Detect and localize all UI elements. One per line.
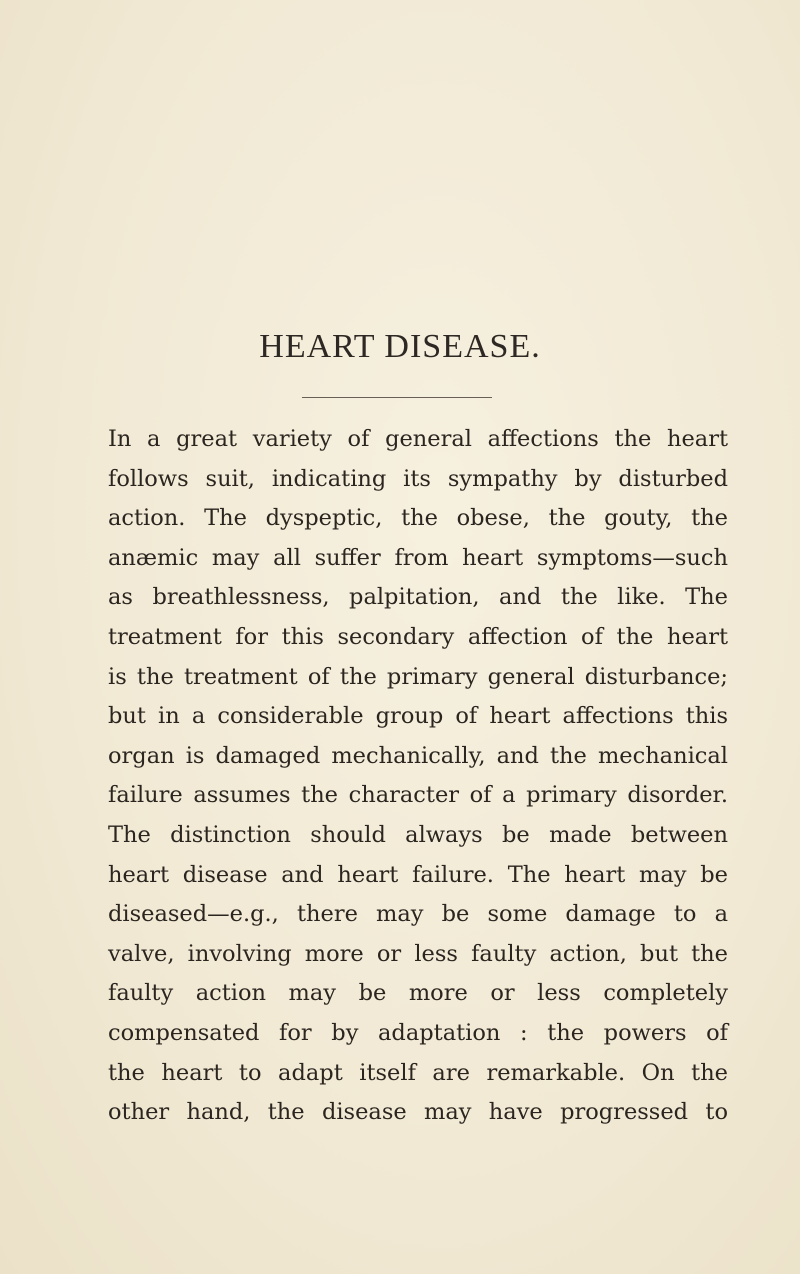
text-line: treatment for this secondary affection of the heart — [108, 623, 728, 650]
chapter-heading: HEART DISEASE. — [259, 328, 541, 365]
text-line: other hand, the disease may have progressed to — [108, 1099, 728, 1126]
text-line: anæmic may all suffer from heart symptoms—such — [108, 544, 728, 571]
body-text — [108, 420, 728, 1133]
heading-rule — [302, 397, 492, 398]
text-line: as breathlessness, palpitation, and the like. The — [108, 584, 728, 611]
text-line: The distinction should always be made between — [108, 821, 728, 848]
text-line: diseased—e.g., there may be some damage to a — [108, 901, 728, 928]
text-line: failure assumes the character of a primary disorder. — [108, 782, 728, 809]
text-line: compensated for by adaptation : the powers of — [108, 1019, 728, 1046]
text-line: but in a considerable group of heart affections this — [108, 703, 728, 730]
text-line: In a great variety of general affections the heart — [108, 426, 728, 452]
text-line: is the treatment of the primary general disturbance; — [108, 663, 728, 690]
text-line: valve, involving more or less faulty action, but the — [108, 940, 728, 967]
text-line: follows suit, indicating its sympathy by disturbed — [108, 465, 728, 492]
text-line: the heart to adapt itself are remarkable. On the — [108, 1059, 728, 1086]
text-line: action. The dyspeptic, the obese, the gouty, the — [108, 505, 728, 532]
text-line: organ is damaged mechanically, and the mechanical — [108, 742, 728, 769]
text-line: faulty action may be more or less completely — [108, 980, 728, 1007]
text-line: heart disease and heart failure. The heart may be — [108, 861, 728, 888]
